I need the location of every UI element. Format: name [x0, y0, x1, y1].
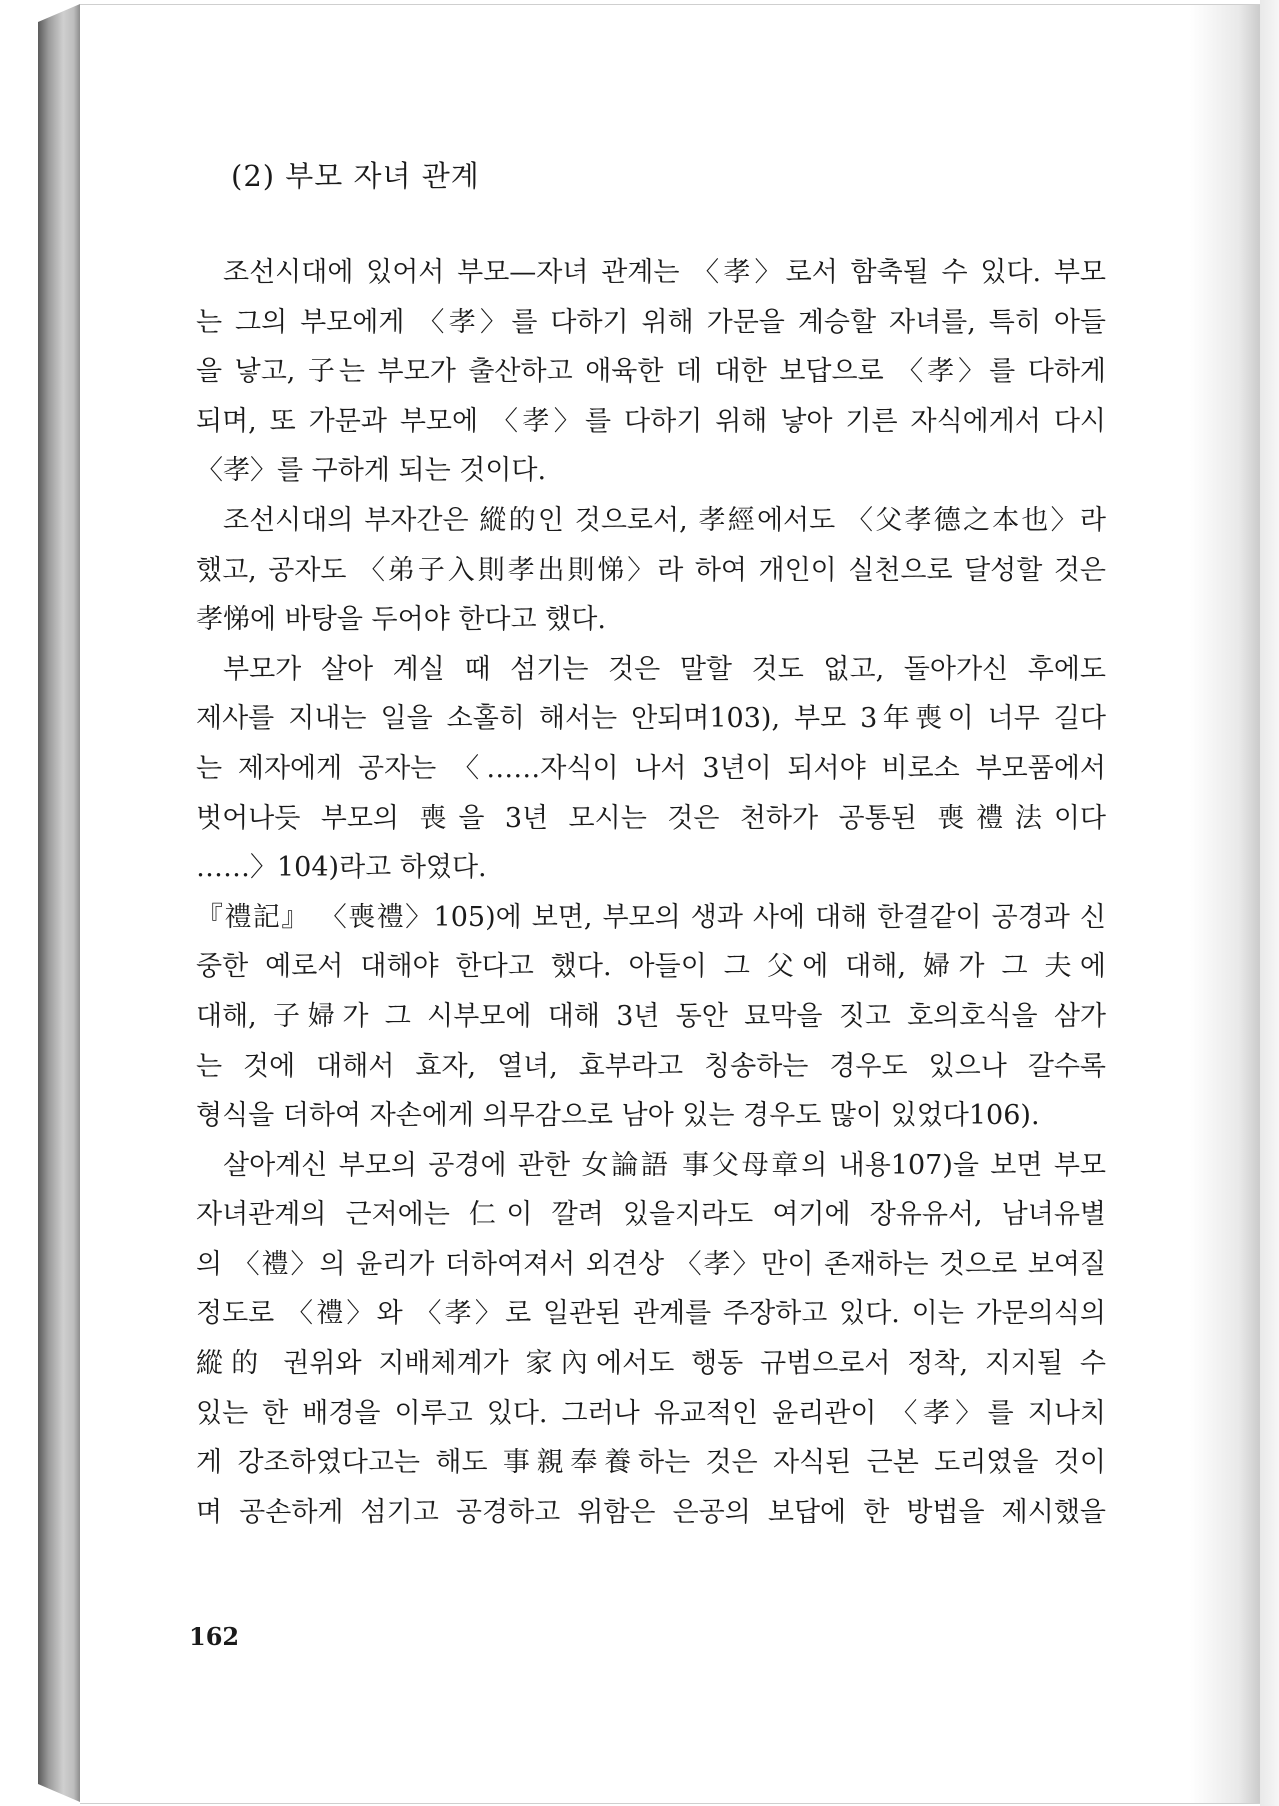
text-line: 는 제자에게 공자는 〈……자식이 나서 3년이 되서야 비로소 부모품에서: [196, 752, 1106, 784]
text-line: 자녀관계의 근저에는 仁이 깔려 있을지라도 여기에 장유유서, 남녀유별: [196, 1199, 1106, 1231]
text-line: 며 공손하게 섬기고 공경하고 위함은 은공의 보답에 한 방법을 제시했을: [196, 1496, 1106, 1528]
text-line: 는 그의 부모에게 〈孝〉를 다하기 위해 가문을 계승할 자녀를, 특히 아들: [196, 306, 1106, 338]
text-line: 형식을 더하여 자손에게 의무감으로 남아 있는 경우도 많이 있었다106).: [196, 1100, 1040, 1132]
page-number: 162: [189, 1622, 240, 1651]
text-line: ……〉104)라고 하였다.: [196, 852, 487, 884]
text-line: 살아계신 부모의 공경에 관한 女論語 事父母章의 내용107)을 보면 부모: [223, 1149, 1106, 1181]
text-line: 을 낳고, 子는 부모가 출산하고 애육한 데 대한 보답으로 〈孝〉를 다하게: [196, 356, 1106, 388]
text-line: 부모가 살아 계실 때 섬기는 것은 말할 것도 없고, 돌아가신 후에도: [223, 653, 1106, 685]
section-heading: (2) 부모 자녀 관계: [231, 159, 480, 193]
text-line: 孝悌에 바탕을 두어야 한다고 했다.: [196, 604, 606, 636]
text-line: 있는 한 배경을 이루고 있다. 그러나 유교적인 윤리관이 〈孝〉를 지나치: [196, 1397, 1106, 1429]
text-line: 했고, 공자도 〈弟子入則孝出則悌〉라 하여 개인이 실천으로 달성할 것은: [196, 554, 1106, 586]
right-margin-shade: [1260, 0, 1279, 1806]
text-line: 되며, 또 가문과 부모에 〈孝〉를 다하기 위해 낳아 기른 자식에게서 다시: [196, 405, 1106, 437]
text-line: 대해, 子婦가 그 시부모에 대해 3년 동안 묘막을 짓고 호의호식을 삼가: [196, 1000, 1106, 1032]
page-curl-shade: [1190, 5, 1260, 1803]
text-line: 벗어나듯 부모의 喪을 3년 모시는 것은 천하가 공통된 喪禮法이다: [196, 802, 1106, 834]
text-line: 조선시대의 부자간은 縱的인 것으로서, 孝經에서도 〈父孝德之本也〉라: [223, 504, 1106, 536]
text-line: 『禮記』 〈喪禮〉105)에 보면, 부모의 생과 사에 대해 한결같이 공경과 신: [196, 901, 1106, 933]
text-line: 의 〈禮〉의 윤리가 더하여져서 외견상 〈孝〉만이 존재하는 것으로 보여질: [196, 1248, 1106, 1280]
text-line: 는 것에 대해서 효자, 열녀, 효부라고 칭송하는 경우도 있으나 갈수록: [196, 1050, 1106, 1082]
text-line: 〈孝〉를 구하게 되는 것이다.: [196, 455, 547, 487]
book-spine-edge: [38, 4, 80, 1802]
text-line: 縱的 권위와 지배체계가 家內에서도 행동 규범으로서 정착, 지지될 수: [196, 1348, 1106, 1380]
text-line: 조선시대에 있어서 부모—자녀 관계는 〈孝〉로서 함축될 수 있다. 부모: [223, 257, 1106, 288]
text-line: 게 강조하였다고는 해도 事親奉養하는 것은 자식된 근본 도리였을 것이: [196, 1447, 1106, 1479]
body-text: [196, 248, 1106, 1537]
text-line: 중한 예로서 대해야 한다고 했다. 아들이 그 父에 대해, 婦가 그 夫에: [196, 951, 1106, 983]
text-line: 정도로 〈禮〉와 〈孝〉로 일관된 관계를 주장하고 있다. 이는 가문의식의: [196, 1298, 1106, 1330]
text-line: 제사를 지내는 일을 소홀히 해서는 안되며103), 부모 3年喪이 너무 길다: [196, 703, 1106, 735]
